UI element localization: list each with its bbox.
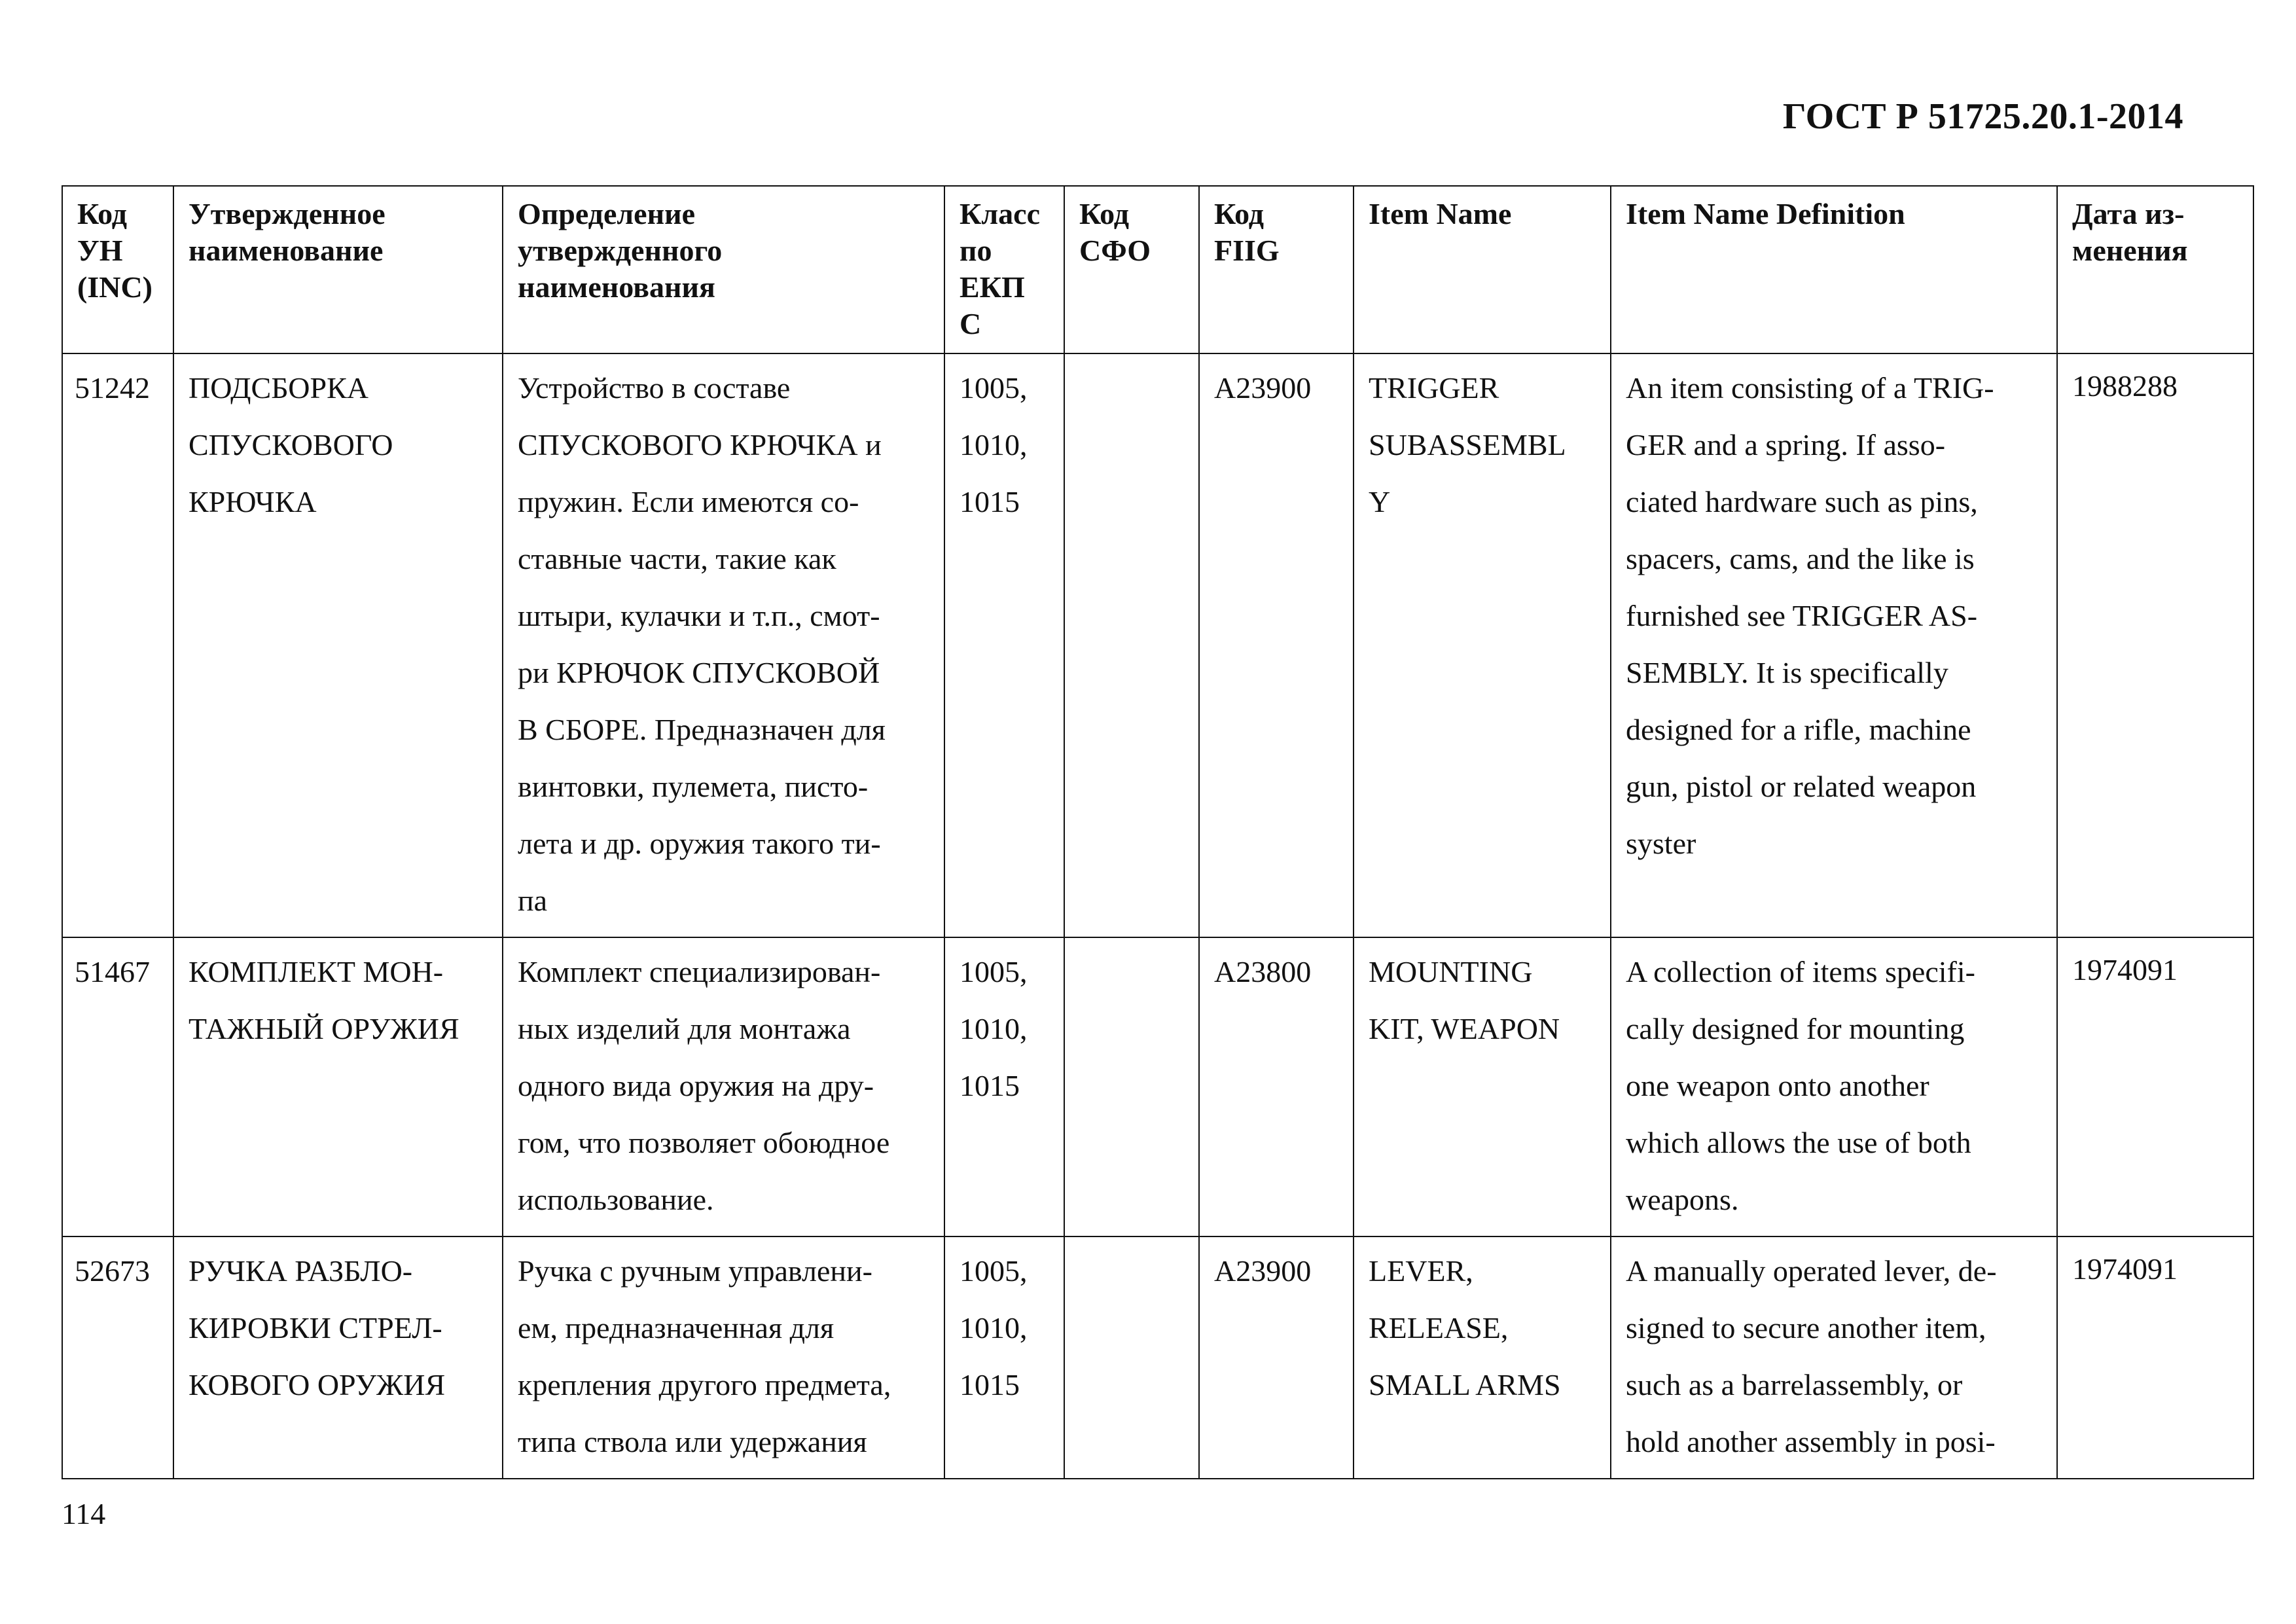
cell-line: SEMBLY. It is specifically (1626, 656, 1948, 689)
cell-line: A manually operated lever, de- (1626, 1254, 1997, 1288)
cell-line: пружин. Если имеются со- (518, 485, 859, 518)
cell-line: SMALL ARMS (1369, 1368, 1561, 1401)
column-date-cell (2057, 353, 2253, 937)
header-line: Утвержденное (188, 197, 386, 230)
cell-line: КИРОВКИ СТРЕЛ- (188, 1311, 442, 1344)
cell-line: 1974091 (2072, 953, 2178, 986)
cell-line: СПУСКОВОГО КРЮЧКА и (518, 428, 882, 461)
column-date-cell (2057, 1236, 2253, 1479)
cell-line: spacers, cams, and the like is (1626, 542, 1975, 575)
cell-line: A23900 (1214, 371, 1312, 405)
cell-line: RELEASE, (1369, 1311, 1509, 1344)
header-line: наименование (188, 234, 384, 267)
nomenclature-table (62, 185, 2254, 1479)
table-row (62, 1236, 2253, 1479)
column-class-cell (944, 1236, 1064, 1479)
column-sfo-cell (1064, 937, 1199, 1236)
cell-line: 1988288 (2072, 369, 2178, 403)
cell-line: ных изделий для монтажа (518, 1012, 851, 1045)
column-item-definition-cell (1611, 937, 2057, 1236)
header-line: СФО (1079, 234, 1151, 267)
column-item-name-header (1354, 186, 1611, 353)
column-date-header (2057, 186, 2253, 353)
cell-line: 51242 (75, 371, 150, 405)
cell-line: ем, предназначенная для (518, 1311, 834, 1344)
cell-line: furnished see TRIGGER AS- (1626, 599, 1978, 632)
column-fiig-cell (1199, 353, 1354, 937)
cell-line: па (518, 884, 548, 917)
header-line: Код (1214, 197, 1265, 230)
table-row (62, 937, 2253, 1236)
cell-line: Комплект специализирован- (518, 955, 881, 988)
cell-line: A23900 (1214, 1254, 1312, 1288)
column-item-name-cell (1354, 937, 1611, 1236)
column-definition-header (503, 186, 944, 353)
cell-line: ТАЖНЫЙ ОРУЖИЯ (188, 1012, 459, 1045)
header-line: Код (1079, 197, 1130, 230)
cell-line: weapons. (1626, 1183, 1739, 1216)
header-line: С (960, 307, 982, 340)
cell-line: лета и др. оружия такого ти- (518, 827, 881, 860)
cell-line: 1010, (960, 1311, 1028, 1344)
header-line: Класс (960, 197, 1040, 230)
cell-line: РУЧКА РАЗБЛО- (188, 1254, 413, 1288)
cell-line: Y (1369, 485, 1391, 518)
cell-line: винтовки, пулемета, писто- (518, 770, 869, 803)
cell-line: MOUNTING (1369, 955, 1533, 988)
column-name-cell (173, 1236, 503, 1479)
header-line: утвержденного (518, 234, 723, 267)
header-line: Код (77, 197, 128, 230)
cell-line: An item consisting of a TRIG- (1626, 371, 1994, 405)
cell-line: типа ствола или удержания (518, 1425, 867, 1458)
cell-line: designed for a rifle, machine (1626, 713, 1971, 746)
cell-line: which allows the use of both (1626, 1126, 1971, 1159)
cell-line: 1010, (960, 1012, 1028, 1045)
table-body (62, 353, 2253, 1479)
column-inc-header (62, 186, 173, 353)
cell-line: ставные части, такие как (518, 542, 836, 575)
cell-line: гом, что позволяет обоюдное (518, 1126, 890, 1159)
cell-line: 1005, (960, 1254, 1028, 1288)
cell-line: Ручка с ручным управлени- (518, 1254, 872, 1288)
column-sfo-header (1064, 186, 1199, 353)
cell-line: ри КРЮЧОК СПУСКОВОЙ (518, 656, 880, 689)
column-date-cell (2057, 937, 2253, 1236)
cell-line: signed to secure another item, (1626, 1311, 1986, 1344)
page-number: 114 (62, 1497, 106, 1530)
cell-line: 51467 (75, 955, 150, 988)
cell-line: В СБОРЕ. Предназначен для (518, 713, 886, 746)
column-definition-cell (503, 937, 944, 1236)
cell-line: 1005, (960, 955, 1028, 988)
cell-line: gun, pistol or related weapon (1626, 770, 1977, 803)
column-item-name-cell (1354, 1236, 1611, 1479)
cell-line: A23800 (1214, 955, 1312, 988)
cell-line: 1010, (960, 428, 1028, 461)
cell-line: KIT, WEAPON (1369, 1012, 1560, 1045)
column-definition-cell (503, 353, 944, 937)
header-line: наименования (518, 270, 715, 304)
cell-line: использование. (518, 1183, 714, 1216)
cell-line: GER and a spring. If asso- (1626, 428, 1946, 461)
cell-line: ПОДСБОРКА (188, 371, 369, 405)
header-line: Определение (518, 197, 696, 230)
column-name-header (173, 186, 503, 353)
document-code: ГОСТ Р 51725.20.1-2014 (1782, 96, 2183, 137)
cell-line: крепления другого предмета, (518, 1368, 891, 1401)
cell-line: cally designed for mounting (1626, 1012, 1965, 1045)
header-line: Item Name (1369, 197, 1512, 230)
column-inc-cell (62, 1236, 173, 1479)
column-sfo-cell (1064, 353, 1199, 937)
column-item-name-cell (1354, 353, 1611, 937)
column-inc-cell (62, 937, 173, 1236)
cell-line: ciated hardware such as pins, (1626, 485, 1978, 518)
cell-line: одного вида оружия на дру- (518, 1069, 874, 1102)
header-line: Item Name Definition (1626, 197, 1905, 230)
cell-line: 1005, (960, 371, 1028, 405)
header-line: ЕКП (960, 270, 1025, 304)
table-row (62, 353, 2253, 937)
header-line: менения (2072, 234, 2188, 267)
cell-line: A collection of items specifi- (1626, 955, 1975, 988)
header-line: (INC) (77, 270, 152, 304)
column-sfo-cell (1064, 1236, 1199, 1479)
column-fiig-header (1199, 186, 1354, 353)
cell-line: 1015 (960, 1368, 1020, 1401)
header-line: FIIG (1214, 234, 1280, 267)
column-fiig-cell (1199, 937, 1354, 1236)
cell-line: СПУСКОВОГО (188, 428, 393, 461)
column-item-definition-cell (1611, 1236, 2057, 1479)
column-item-definition-cell (1611, 353, 2057, 937)
cell-line: КРЮЧКА (188, 485, 317, 518)
column-class-cell (944, 937, 1064, 1236)
cell-line: КОМПЛЕКТ МОН- (188, 955, 444, 988)
column-name-cell (173, 353, 503, 937)
column-item-definition-header (1611, 186, 2057, 353)
column-name-cell (173, 937, 503, 1236)
cell-line: 1015 (960, 1069, 1020, 1102)
column-definition-cell (503, 1236, 944, 1479)
header-line: Дата из- (2072, 197, 2185, 230)
column-fiig-cell (1199, 1236, 1354, 1479)
cell-line: SUBASSEMBL (1369, 428, 1566, 461)
cell-line: one weapon onto another (1626, 1069, 1929, 1102)
cell-line: штыри, кулачки и т.п., смот- (518, 599, 880, 632)
cell-line: syster (1626, 827, 1696, 860)
cell-line: TRIGGER (1369, 371, 1499, 405)
column-inc-cell (62, 353, 173, 937)
cell-line: such as a barrelassembly, or (1626, 1368, 1963, 1401)
column-class-cell (944, 353, 1064, 937)
cell-line: 1015 (960, 485, 1020, 518)
table-header-row (62, 186, 2253, 353)
cell-line: hold another assembly in posi- (1626, 1425, 1996, 1458)
cell-line: LEVER, (1369, 1254, 1473, 1288)
header-line: УН (77, 234, 123, 267)
column-class-header (944, 186, 1064, 353)
cell-line: КОВОГО ОРУЖИЯ (188, 1368, 446, 1401)
cell-line: 1974091 (2072, 1252, 2178, 1286)
cell-line: 52673 (75, 1254, 150, 1288)
cell-line: Устройство в составе (518, 371, 791, 405)
header-line: по (960, 234, 992, 267)
